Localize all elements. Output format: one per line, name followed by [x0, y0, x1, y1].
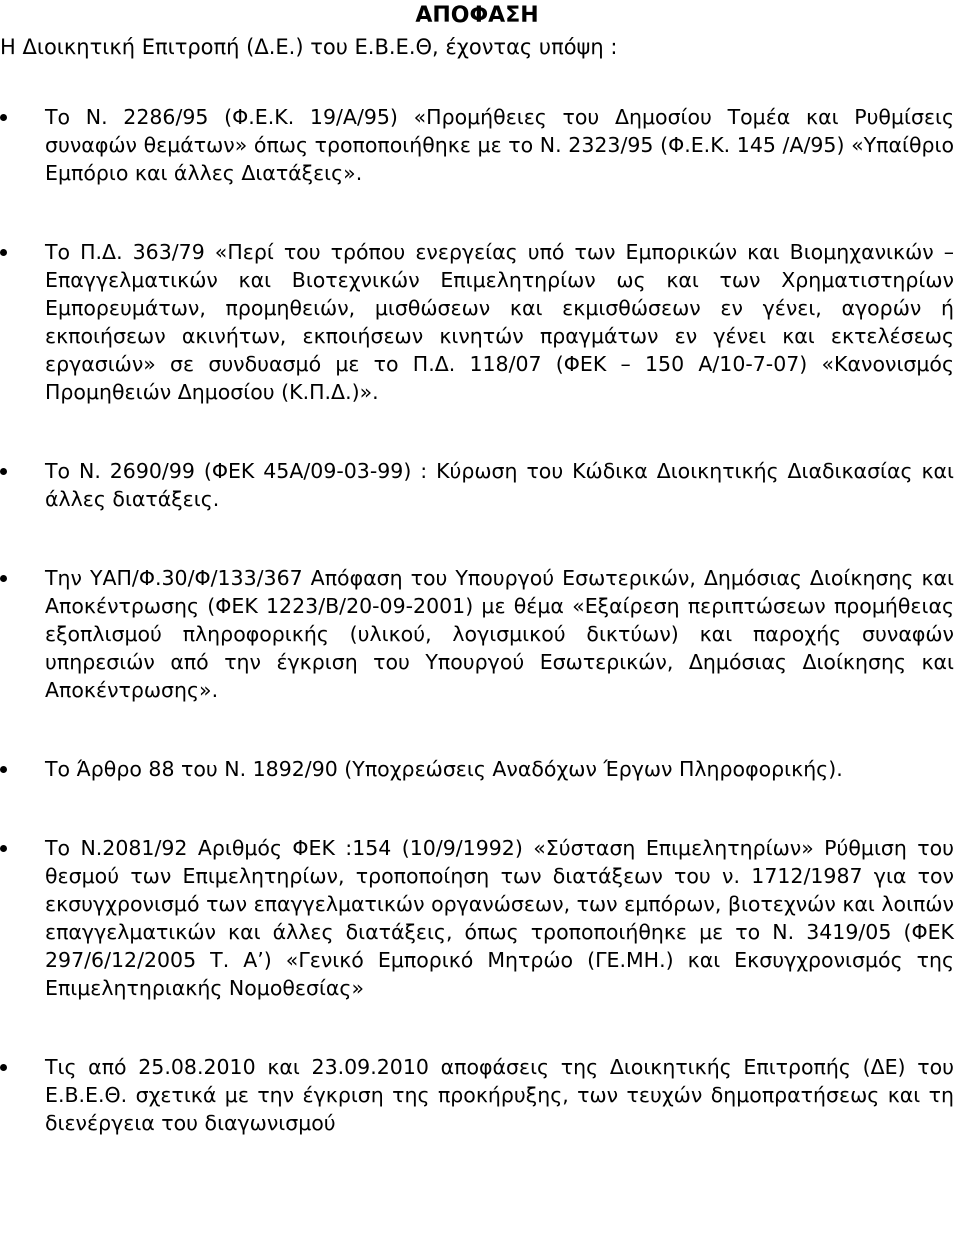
list-item-text: Το Άρθρο 88 του Ν. 1892/90 (Υποχρεώσεις Αναδόχων Έργων Πληροφορικής). [45, 757, 843, 781]
considerations-list [0, 103, 954, 1137]
document-intro: Η Διοικητική Επιτροπή (Δ.Ε.) του Ε.Β.Ε.Θ, έχοντας υπόψη : [0, 35, 618, 59]
bullet-icon [0, 249, 7, 256]
list-item-text: Το Π.Δ. 363/79 «Περί του τρόπου ενεργείας υπό των Εμπορικών και Βιομηχανικών – Επαγγελματικών και Βιοτεχνικών Επιμελητηρίων ως και των Χρηματιστηρίων Εμπορευμάτων, προμηθειών, μισθώσεων και εκμισθώσεων εν γένει, αγορών ή εκποιήσεων ακινήτων, εκποιήσεων κινητών πραγμάτων εν γένει και εκτελέσεως εργασιών» σε συνδυασμό με το Π.Δ. 118/07 (ΦΕΚ – 150 Α/10-7-07) «Κανονισμός Προμηθειών Δημοσίου (Κ.Π.Δ.)». [45, 240, 954, 404]
list-item-text: Την ΥΑΠ/Φ.30/Φ/133/367 Απόφαση του Υπουργού Εσωτερικών, Δημόσιας Διοίκησης και Αποκέντρωσης (ΦΕΚ 1223/Β/20-09-2001) με θέμα «Εξαίρεση περιπτώσεων προμήθειας εξοπλισμού πληροφορικής (υλικού, λογισμικού δικτύων) και παροχής συναφών υπηρεσιών από την έγκριση του Υπουργού Εσωτερικών, Δημόσιας Διοίκησης και Αποκέντρωσης». [45, 566, 954, 702]
bullet-icon [0, 845, 7, 852]
bullet-icon [0, 575, 7, 582]
list-item-text: Το Ν. 2690/99 (ΦΕΚ 45Α/09-03-99) : Κύρωση του Κώδικα Διοικητικής Διαδικασίας και άλλες διατάξεις. [45, 459, 954, 511]
document-title: ΑΠΟΦΑΣΗ [415, 3, 539, 28]
bullet-icon [0, 114, 7, 121]
list-item-text: Τις από 25.08.2010 και 23.09.2010 αποφάσεις της Διοικητικής Επιτροπής (ΔΕ) του Ε.Β.Ε.Θ. σχετικά με την έγκριση της προκήρυξης, των τευχών δημοπρατήσεως και τη διενέργεια του διαγωνισμού [45, 1055, 954, 1135]
bullet-icon [0, 1064, 7, 1071]
list-item [0, 564, 954, 704]
list-item [0, 1053, 954, 1137]
list-item-text: Το Ν. 2286/95 (Φ.Ε.Κ. 19/Α/95) «Προμήθειες του Δημοσίου Τομέα και Ρυθμίσεις συναφών θεμάτων» όπως τροποποιήθηκε με το Ν. 2323/95 (Φ.Ε.Κ. 145 /Α/95) «Υπαίθριο Εμπόριο και άλλες Διατάξεις». [45, 105, 954, 185]
list-item-text: Το Ν.2081/92 Αριθμός ΦΕΚ :154 (10/9/1992) «Σύσταση Επιμελητηρίων» Ρύθμιση του θεσμού των Επιμελητηρίων, τροποποίηση των διατάξεων του ν. 1712/1987 για τον εκσυγχρονισμό των επαγγελματικών οργανώσεων, των εμπόρων, βιοτεχνών και λοιπών επαγγελματικών και άλλες διατάξεις, όπως τροποποιήθηκε με το Ν. 3419/05 (ΦΕΚ 297/6/12/2005 Τ. Α’) «Γενικό Εμπορικό Μητρώο (ΓΕ.ΜΗ.) και Εκσυγχρονισμός της Επιμελητηριακής Νομοθεσίας» [45, 836, 954, 1000]
bullet-icon [0, 468, 7, 475]
list-item [0, 103, 954, 187]
bullet-icon [0, 766, 7, 773]
list-item [0, 755, 954, 783]
list-item [0, 457, 954, 513]
list-item [0, 834, 954, 1002]
list-item [0, 238, 954, 406]
